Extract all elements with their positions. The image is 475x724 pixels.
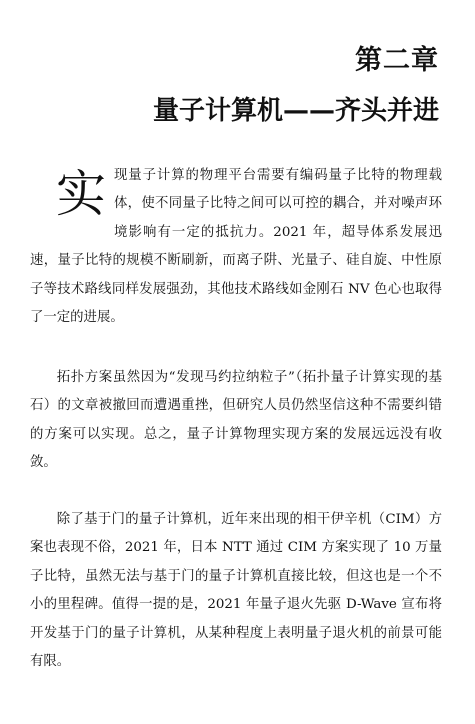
paragraph-3-text: 除了基于门的量子计算机，近年来出现的相干伊辛机（CIM）方案也表现不俗，2021 年，日本 NTT 通过 CIM 方案实现了 10 万量子比特，虽然无法与基于门的量子计算机直接比较，但这也是一个不小的里程碑。值得一提的是，2021 年量子退火先驱 D-Wave 宣布将开发基于门的量子计算机，从某种程度上表明量子退火机的前景可能有限。	[30, 512, 442, 670]
chapter-title: 量子计算机——齐头并进	[152, 96, 439, 126]
paragraph-2	[30, 364, 442, 478]
chapter-number: 第二章	[355, 45, 439, 76]
drop-cap: 实	[56, 165, 106, 223]
paragraph-1	[30, 162, 442, 332]
paragraph-2-text: 拓扑方案虽然因为“发现马约拉纳粒子”（拓扑量子计算实现的基石）的文章被撤回而遭遇重挫，但研究人员仍然坚信这种不需要纠错的方案可以实现。总之，量子计算物理实现方案的发展远远没有收敛。	[30, 370, 442, 471]
paragraph-3	[30, 506, 442, 676]
paragraph-1-text: 现量子计算的物理平台需要有编码量子比特的物理载体，使不同量子比特之间可以可控的耦合，并对噪声环境影响有一定的抵抗力。2021 年，超导体系发展迅速，量子比特的规模不断刷新，而离子阱、光量子、硅自旋、中性原子等技术路线同样发展强劲，其他技术路线如金刚石 NV 色心也取得了一定的进展。	[30, 168, 442, 326]
